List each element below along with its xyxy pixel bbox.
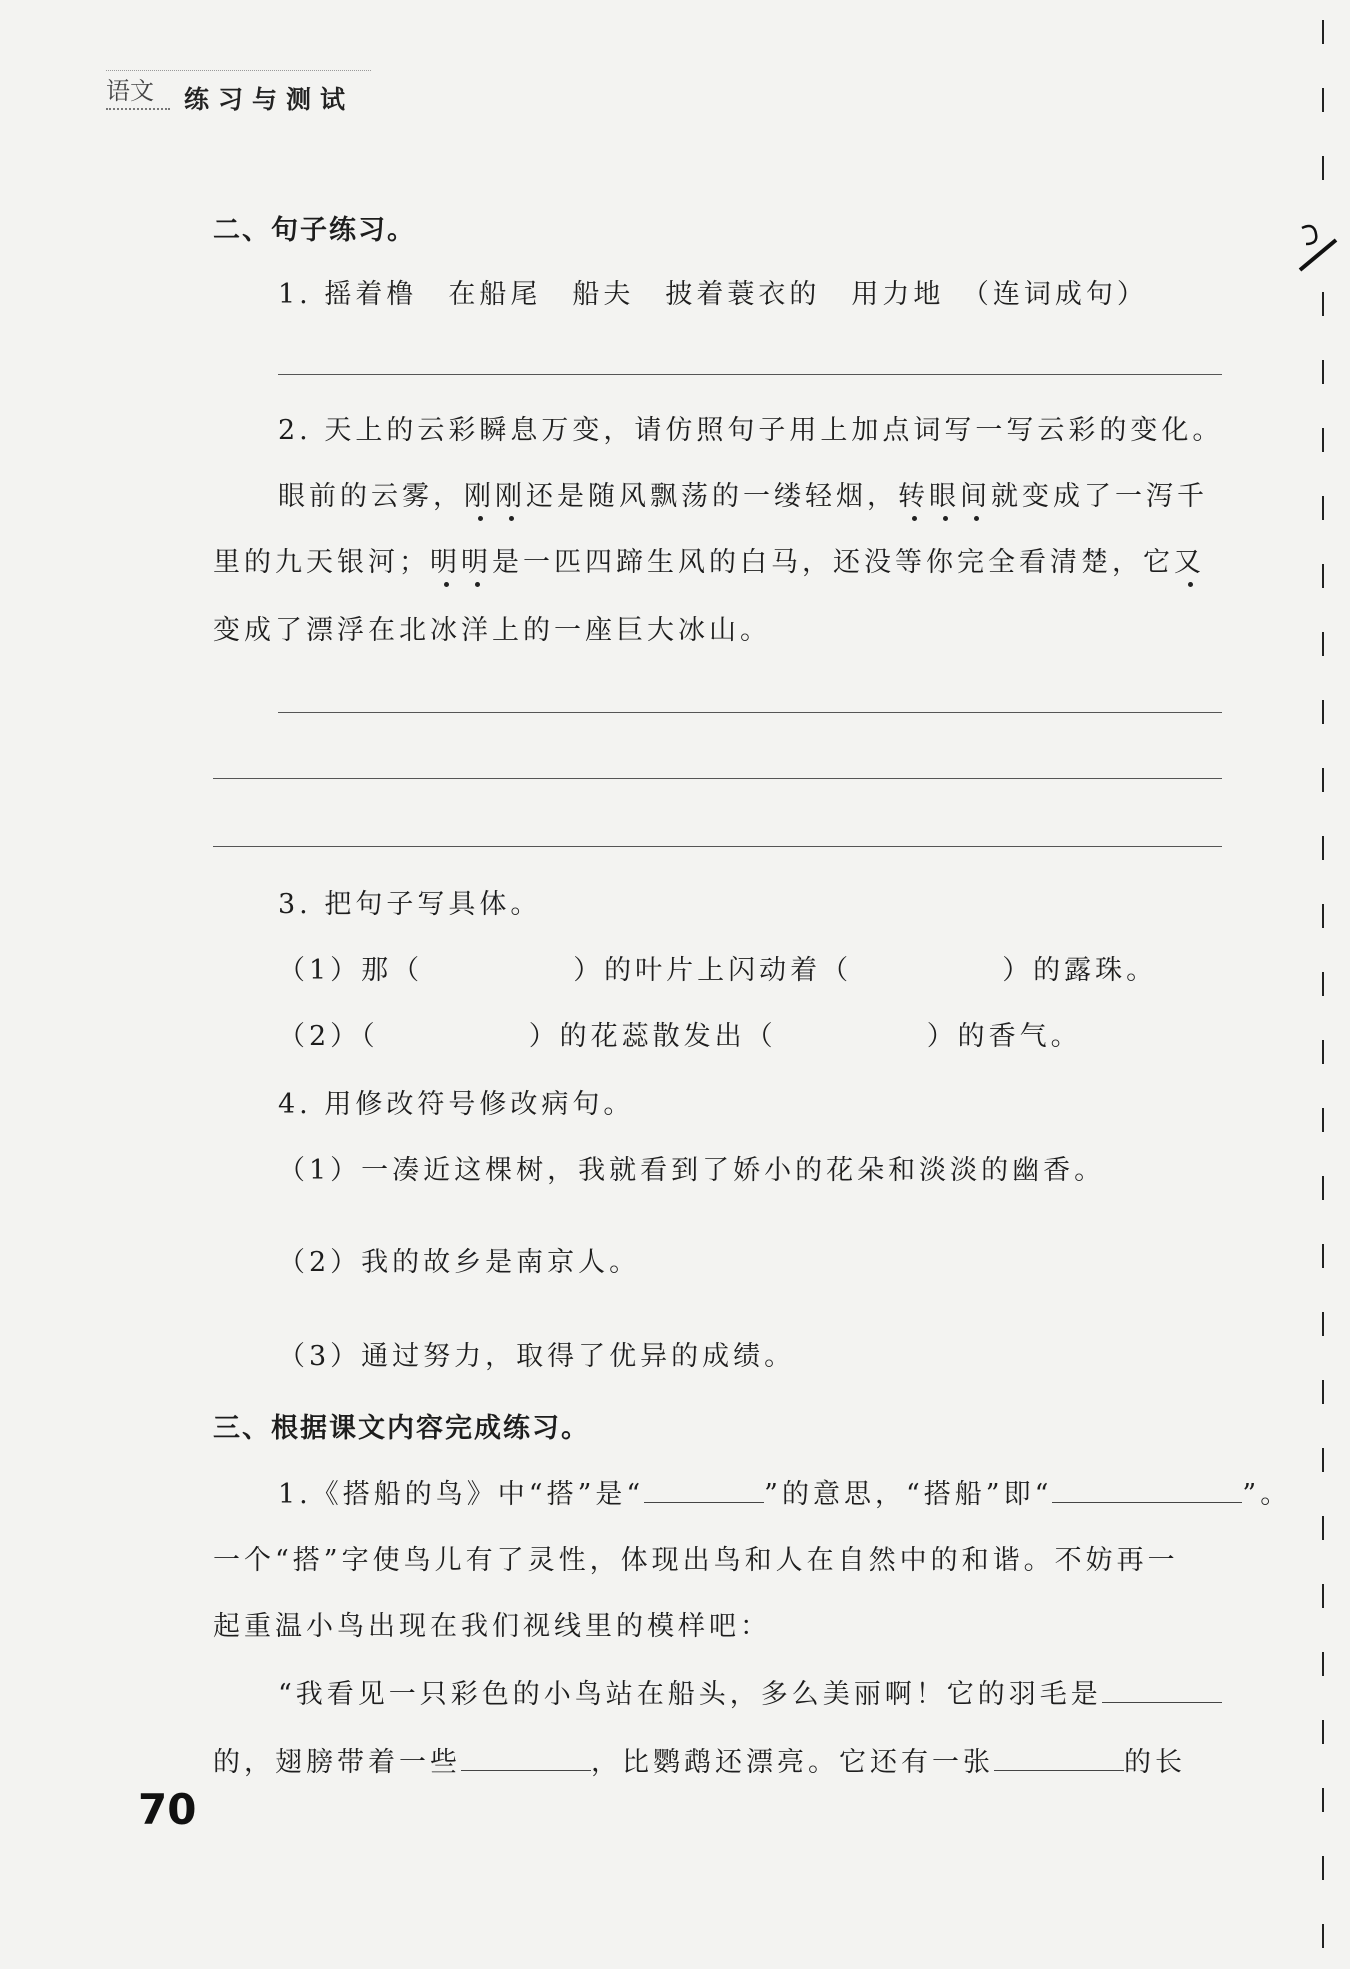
answer-line-q1[interactable]	[278, 374, 1222, 375]
header-rule	[106, 70, 371, 71]
margin-dash	[1322, 1720, 1324, 1744]
section3-title: 三、根据课文内容完成练习。	[213, 1413, 590, 1444]
margin-dash	[1322, 1924, 1324, 1948]
margin-dash	[1322, 428, 1324, 452]
margin-dash	[1322, 632, 1324, 656]
header-subject: 语文	[106, 74, 170, 110]
q4-sentence2[interactable]: （2）我的故乡是南京人。	[278, 1247, 641, 1278]
s3-q1-line5: 的，翅膀带着一些 ，比鹦鹉还漂亮。它还有一张 的长	[213, 1740, 1186, 1779]
margin-dash	[1322, 360, 1324, 384]
dotted-word-zhuanyanjian	[898, 481, 991, 512]
q2-example-line3: 变成了漂浮在北冰洋上的一座巨大冰山。	[213, 615, 771, 646]
margin-dash	[1322, 1788, 1324, 1812]
section2-title: 二、句子练习。	[213, 215, 416, 246]
margin-dash	[1322, 1516, 1324, 1540]
blank-wing[interactable]	[461, 1744, 591, 1771]
dotted-word-mingming	[430, 547, 492, 578]
dotted-char: 刚	[464, 474, 495, 513]
margin-dash	[1322, 1108, 1324, 1132]
q3-prompt: 3. 把句子写具体。	[278, 889, 542, 920]
margin-dash	[1322, 564, 1324, 588]
q4-sentence3[interactable]: （3）通过努力，取得了优异的成绩。	[278, 1341, 796, 1372]
s3-q1-line1: 1.《搭船的鸟》中“搭”是“ ”的意思，“搭船”即“ ”。	[278, 1472, 1291, 1511]
page-number: 70	[138, 1785, 197, 1834]
margin-dash	[1322, 1380, 1324, 1404]
q3-item1: （1）那（ ）的叶片上闪动着（ ）的露珠。	[278, 955, 1158, 986]
margin-dash	[1322, 1856, 1324, 1880]
margin-dash	[1322, 836, 1324, 860]
margin-dash	[1322, 1652, 1324, 1676]
margin-dash	[1322, 496, 1324, 520]
margin-dash	[1322, 972, 1324, 996]
margin-dash	[1322, 1244, 1324, 1268]
dotted-char: 眼	[929, 474, 960, 513]
margin-dash	[1322, 768, 1324, 792]
s3-q1-line3: 起重温小鸟出现在我们视线里的模样吧：	[213, 1611, 771, 1642]
q2-example-line2: 里的九天银河；明明是一匹四蹄生风的白马，还没等你完全看清楚，它又	[213, 540, 1205, 579]
answer-line-q2-1[interactable]	[278, 712, 1222, 713]
s3-q1-line4: “我看见一只彩色的小鸟站在船头，多么美丽啊！它的羽毛是	[278, 1672, 1222, 1711]
margin-dash	[1322, 1176, 1324, 1200]
margin-dash	[1322, 156, 1324, 180]
dotted-char: 转	[898, 474, 929, 513]
dotted-char: 明	[461, 540, 492, 579]
q4-prompt: 4. 用修改符号修改病句。	[278, 1089, 635, 1120]
q4-sentence1[interactable]: （1）一凑近这棵树，我就看到了娇小的花朵和淡淡的幽香。	[278, 1155, 1106, 1186]
answer-line-q2-3[interactable]	[213, 846, 1222, 847]
margin-dash	[1322, 1040, 1324, 1064]
margin-dash	[1322, 88, 1324, 112]
margin-dash	[1322, 292, 1324, 316]
dotted-word-gangang	[464, 481, 526, 512]
q1-word-order: 1. 摇着橹 在船尾 船夫 披着蓑衣的 用力地 （连词成句）	[278, 279, 1148, 310]
blank-dachuan-meaning[interactable]	[1052, 1476, 1242, 1503]
blank-da-meaning[interactable]	[644, 1476, 764, 1503]
answer-line-q2-2[interactable]	[213, 778, 1222, 779]
margin-dash	[1322, 1448, 1324, 1472]
header-title: 练习与测试	[184, 85, 355, 114]
blank-beak[interactable]	[994, 1744, 1124, 1771]
dotted-char: 又	[1174, 540, 1205, 579]
margin-dash	[1322, 700, 1324, 724]
corner-check-mark	[1292, 220, 1342, 291]
dotted-word-you	[1174, 547, 1205, 578]
q2-prompt: 2. 天上的云彩瞬息万变，请仿照句子用上加点词写一写云彩的变化。	[278, 415, 1224, 446]
dotted-char: 刚	[495, 474, 526, 513]
s3-q1-line2: 一个“搭”字使鸟儿有了灵性，体现出鸟和人在自然中的和谐。不妨再一	[213, 1545, 1179, 1576]
blank-feather[interactable]	[1102, 1676, 1222, 1703]
q2-example-line1: 眼前的云雾，刚刚还是随风飘荡的一缕轻烟，转眼间就变成了一泻千	[278, 474, 1208, 513]
dotted-char: 间	[960, 474, 991, 513]
dotted-char: 明	[430, 540, 461, 579]
margin-dash	[1322, 20, 1324, 44]
margin-dash	[1322, 904, 1324, 928]
q3-item2: （2）（ ）的花蕊散发出（ ）的香气。	[278, 1021, 1082, 1052]
margin-dash	[1322, 1584, 1324, 1608]
margin-dash	[1322, 1312, 1324, 1336]
